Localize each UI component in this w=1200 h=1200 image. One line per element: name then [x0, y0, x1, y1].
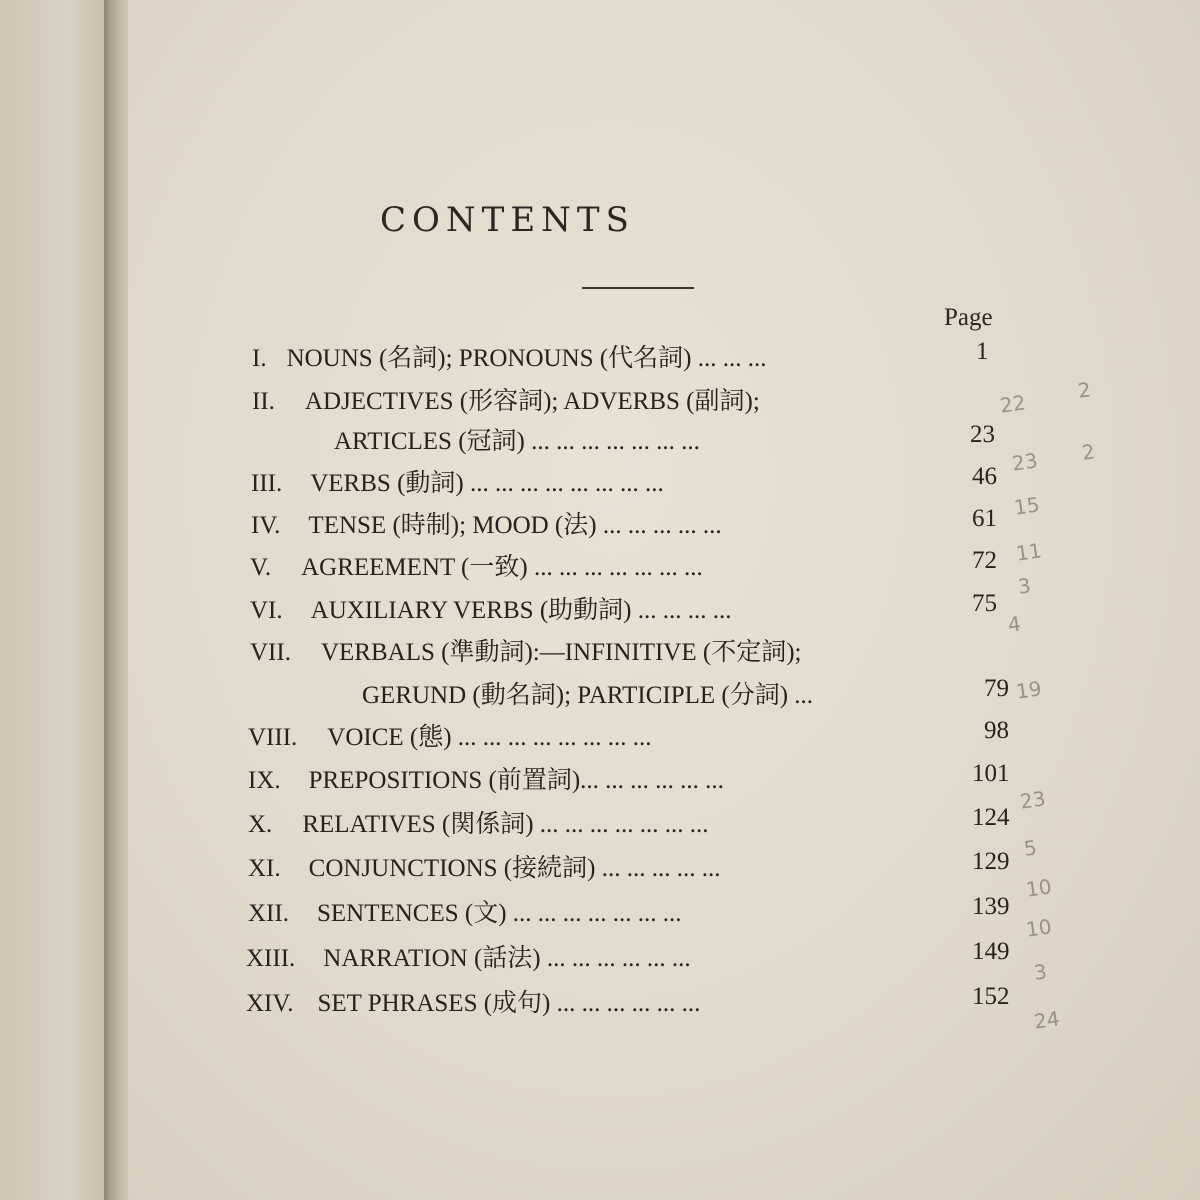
toc-entry-page: 23: [970, 421, 995, 448]
toc-entry-page: 139: [972, 893, 1010, 920]
toc-entry-title: ARTICLES (冠詞) ... ... ... ... ... ... ...: [334, 428, 700, 455]
toc-entry-page: 149: [972, 938, 1010, 965]
pencil-note: 3: [1016, 573, 1033, 599]
pencil-note: 2: [1080, 439, 1097, 465]
toc-entry-number: I.: [252, 345, 267, 372]
pencil-note: 4: [1006, 611, 1023, 637]
pencil-note: 22: [998, 390, 1027, 418]
toc-entry-7: [250, 632, 801, 668]
toc-entry-title: ADJECTIVES (形容詞); ADVERBS (副詞);: [304, 388, 760, 415]
toc-entry-number: IV.: [251, 512, 281, 539]
toc-entry-2-continued: [334, 421, 700, 457]
toc-entry-8: [248, 717, 652, 753]
toc-entry-title: CONJUNCTIONS (接続詞) ... ... ... ... ...: [308, 855, 721, 882]
pencil-note: 3: [1032, 959, 1049, 985]
toc-entry-6: [250, 590, 731, 626]
toc-entry-11: [248, 848, 720, 884]
toc-entry-title: SENTENCES (文) ... ... ... ... ... ... ...: [316, 900, 682, 927]
toc-entry-2: [252, 381, 760, 417]
pencil-note: 10: [1024, 914, 1053, 942]
toc-entry-number: V.: [250, 554, 272, 581]
toc-entry-title: NOUNS (名詞); PRONOUNS (代名詞) ... ... ...: [286, 345, 767, 372]
toc-entry-number: VI.: [250, 597, 283, 624]
toc-entry-page: 124: [972, 804, 1010, 831]
toc-entry-13: [246, 938, 691, 974]
pencil-note: 10: [1024, 874, 1053, 902]
toc-entry-page: 1: [976, 338, 989, 365]
toc-entry-10: [248, 804, 709, 840]
toc-entry-1: [252, 338, 766, 374]
pencil-note: 23: [1010, 448, 1039, 476]
toc-entry-title: PREPOSITIONS (前置詞)... ... ... ... ... ...: [308, 767, 724, 794]
page-title: CONTENTS: [380, 200, 635, 240]
toc-entry-page: 61: [972, 505, 997, 532]
toc-entry-title: TENSE (時制); MOOD (法) ... ... ... ... ...: [308, 512, 722, 539]
toc-entry-number: XIV.: [246, 990, 294, 1017]
toc-entry-page: 46: [972, 463, 997, 490]
toc-entry-7-continued: [362, 675, 813, 711]
toc-entry-title: VERBALS (準動詞):—INFINITIVE (不定詞);: [320, 639, 802, 666]
page-column-header: Page: [944, 304, 993, 331]
toc-entry-page: 72: [972, 547, 997, 574]
toc-entry-title: VERBS (動詞) ... ... ... ... ... ... ... ...: [310, 470, 664, 497]
toc-entry-number: VIII.: [248, 724, 298, 751]
toc-entry-title: SET PHRASES (成句) ... ... ... ... ... ...: [317, 990, 701, 1017]
toc-entry-title: VOICE (態) ... ... ... ... ... ... ... ...: [327, 724, 652, 751]
toc-entry-page: 79: [984, 675, 1009, 702]
pencil-note: 11: [1014, 538, 1043, 566]
toc-entry-4: [251, 505, 722, 541]
toc-entry-page: 129: [972, 848, 1010, 875]
toc-entry-number: VII.: [250, 639, 291, 666]
toc-entry-number: XII.: [248, 900, 289, 927]
toc-entry-title: AGREEMENT (一致) ... ... ... ... ... ... ...: [301, 554, 703, 581]
toc-entry-14: [246, 983, 700, 1019]
toc-entry-3: [251, 463, 664, 499]
pencil-note: 5: [1022, 835, 1039, 861]
toc-entry-title: NARRATION (話法) ... ... ... ... ... ...: [323, 945, 691, 972]
pencil-note: 19: [1014, 676, 1043, 704]
toc-entry-title: GERUND (動名詞); PARTICIPLE (分詞) ...: [362, 682, 814, 709]
pencil-note: 24: [1032, 1006, 1061, 1034]
toc-entry-title: AUXILIARY VERBS (助動詞) ... ... ... ...: [310, 597, 732, 624]
toc-entry-number: II.: [252, 388, 275, 415]
toc-entry-12: [248, 893, 682, 929]
toc-entry-page: 75: [972, 590, 997, 617]
toc-entry-number: XIII.: [246, 945, 296, 972]
toc-entry-number: XI.: [248, 855, 281, 882]
pencil-note: 23: [1018, 786, 1047, 814]
pencil-note: 2: [1076, 377, 1093, 403]
toc-entry-page: 101: [972, 760, 1010, 787]
pencil-note: 15: [1012, 492, 1041, 520]
toc-entry-number: X.: [248, 811, 273, 838]
toc-entry-page: 152: [972, 983, 1010, 1010]
toc-entry-number: III.: [251, 470, 283, 497]
toc-entry-9: [248, 760, 724, 796]
toc-entry-page: 98: [984, 717, 1009, 744]
toc-entry-title: RELATIVES (関係詞) ... ... ... ... ... ... ...: [302, 811, 709, 838]
toc-entry-number: IX.: [248, 767, 281, 794]
toc-entry-5: [250, 547, 703, 583]
